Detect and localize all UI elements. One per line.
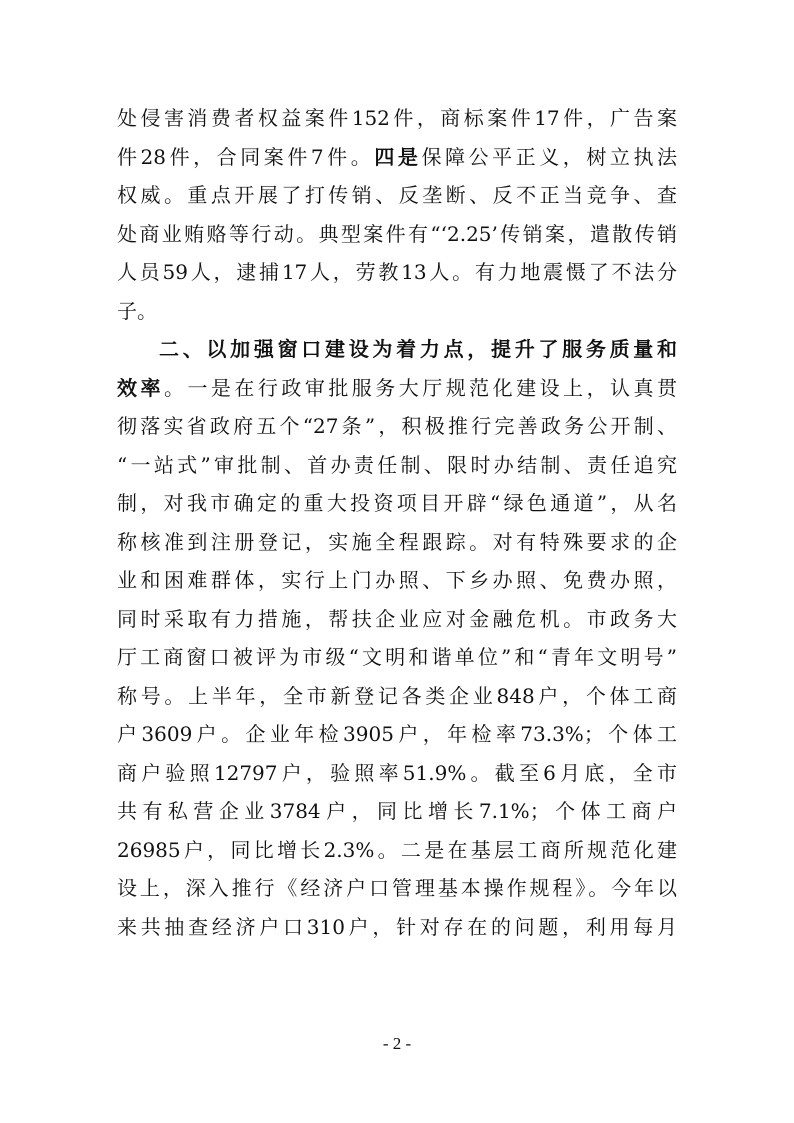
text-line: 子。 — [117, 298, 157, 323]
text-line: 制，对我市确定的重大投资项目开辟“绿色通道”，从名 — [117, 491, 677, 515]
text-line: 称号。上半年，全市新登记各类企业848户，个体工商 — [117, 683, 677, 708]
text-line: 厅工商窗口被评为市级“文明和谐单位”和“青年文明号” — [117, 645, 677, 669]
text-line: 26985户，同比增长2.3%。二是在基层工商所规范化建 — [117, 837, 677, 862]
text-line: 效率。一是在行政审批服务大厅规范化建设上，认真贯 — [117, 375, 677, 400]
text-line: 彻落实省政府五个“27条”，积极推行完善政务公开制、 — [117, 414, 677, 438]
text-line: 商户验照12797户，验照率51.9%。截至6月底，全市 — [117, 760, 677, 785]
bold-text: 四是 — [374, 144, 422, 169]
page-number: - 2 - — [382, 1034, 412, 1053]
paragraph — [117, 330, 677, 946]
text-line: 业和困难群体，实行上门办照、下乡办照、免费办照， — [117, 568, 677, 592]
text-line: 权威。重点开展了打传销、反垄断、反不正当竞争、查 — [117, 183, 677, 207]
text-line: 同时采取有力措施，帮扶企业应对金融危机。市政务大 — [117, 606, 677, 631]
text-line: 人员59人，逮捕17人，劳教13人。有力地震慑了不法分 — [117, 260, 677, 284]
paragraph — [117, 99, 677, 330]
text-line: 来共抽查经济户口310户，针对存在的问题，利用每月 — [117, 914, 677, 939]
text-line: 户3609户。企业年检3905户，年检率73.3%；个体工 — [117, 722, 677, 746]
text-line: 称核准到注册登记，实施全程跟踪。对有特殊要求的企 — [117, 529, 677, 554]
document-body — [117, 99, 677, 946]
text-line: 共有私营企业3784户，同比增长7.1%；个体工商户 — [117, 799, 677, 823]
bold-text: 效率 — [117, 375, 164, 400]
bold-text: 二、以加强窗口建设为着力点，提升了服务质量和 — [159, 337, 677, 361]
text-line: 设上，深入推行《经济户口管理基本操作规程》。今年以 — [117, 876, 677, 900]
text-line: 件28件，合同案件7件。四是保障公平正义，树立执法 — [117, 144, 677, 169]
text-line: 处商业贿赂等行动。典型案件有“‘2.25’传销案，遣散传销 — [117, 221, 677, 246]
text-line — [117, 330, 677, 369]
text-line: “一站式”审批制、首办责任制、限时办结制、责任追究 — [117, 452, 677, 477]
text-line: 处侵害消费者权益案件152件，商标案件17件，广告案 — [117, 106, 677, 130]
